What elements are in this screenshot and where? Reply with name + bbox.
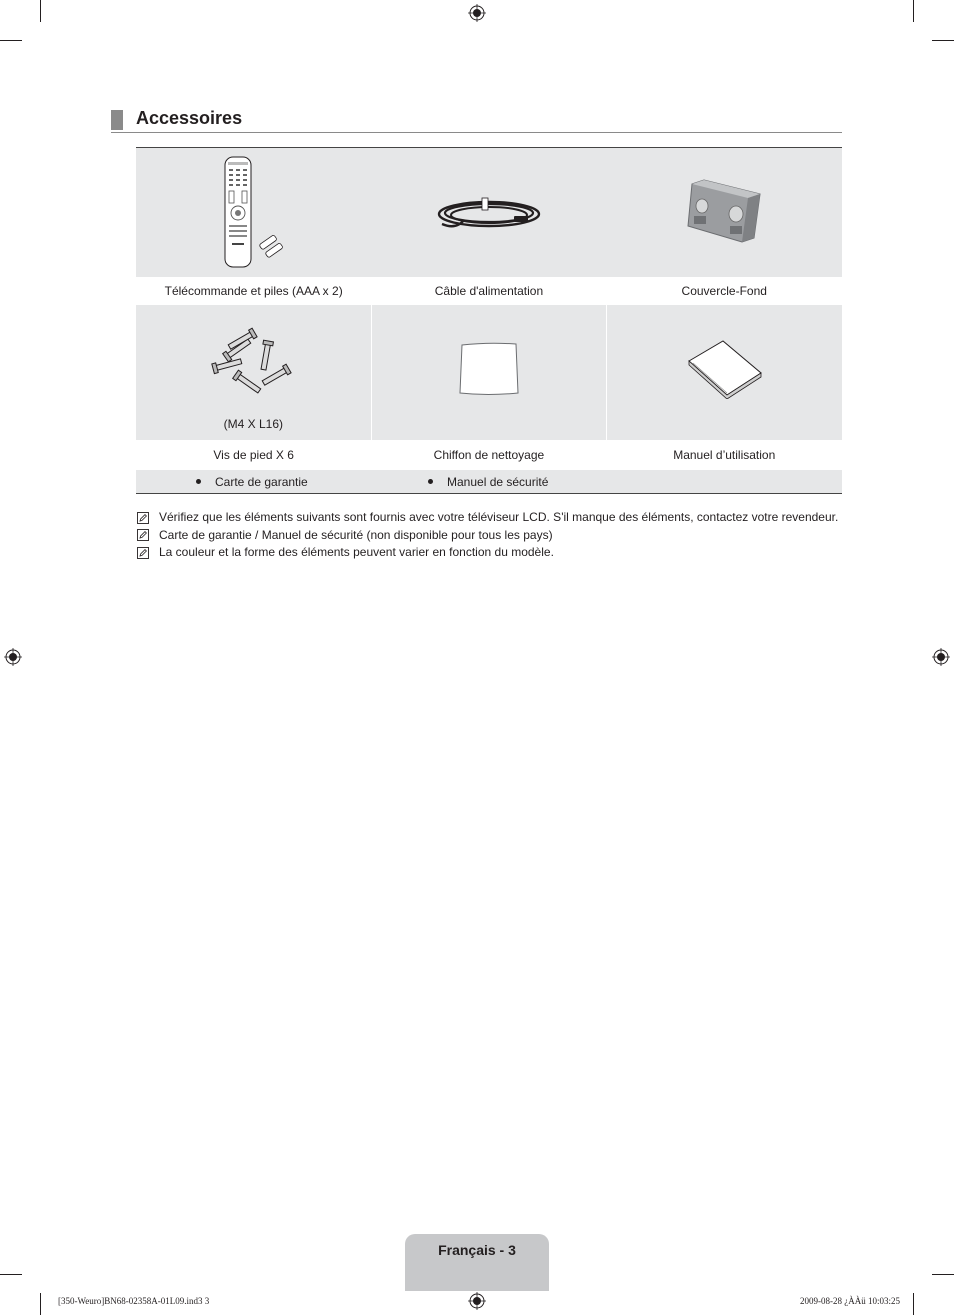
accessories-table (136, 147, 842, 494)
notes-list (137, 509, 838, 562)
note-item (137, 509, 838, 527)
accessory-label: Télécommande et piles (AAA x 2) (164, 284, 343, 298)
misc-item-warranty (196, 475, 308, 489)
accessory-image-cell (136, 148, 371, 277)
registration-mark-icon (468, 1292, 486, 1310)
crop-mark (932, 40, 954, 41)
note-pencil-icon (137, 512, 149, 524)
accessory-image-cell (371, 148, 606, 277)
label-row (136, 277, 842, 305)
page-number-tab: Français - 3 (405, 1234, 549, 1291)
accessory-label: Câble d'alimentation (434, 284, 544, 298)
note-text: Carte de garantie / Manuel de sécurité (non disponible pour tous les pays) (159, 527, 553, 542)
crop-mark (40, 0, 41, 22)
accessory-label: Vis de pied X 6 (213, 448, 294, 462)
accessory-image-cell (607, 148, 842, 277)
note-item (137, 527, 838, 545)
label-row (136, 440, 842, 470)
crop-mark (913, 0, 914, 22)
accessory-image-cell (136, 305, 371, 440)
section-title: Accessoires (136, 108, 243, 128)
note-pencil-icon (137, 529, 149, 541)
print-timestamp: 2009-08-28 ¿ÀÀü 10:03:25 (800, 1296, 900, 1306)
file-slug: [350-Weuro]BN68-02358A-01L09.ind3 3 (58, 1296, 210, 1306)
note-text: Vérifiez que les éléments suivants sont fournis avec votre téléviseur LCD. S'il manque des éléments, contactez votre revendeur. (159, 510, 839, 524)
note-text: La couleur et la forme des éléments peuvent varier en fonction du modèle. (159, 545, 554, 559)
registration-mark-icon (932, 648, 950, 666)
accessory-label: Manuel d’utilisation (673, 448, 776, 462)
registration-mark-icon (4, 648, 22, 666)
cleaning-cloth-icon (458, 341, 520, 397)
image-row (136, 148, 842, 277)
image-row (136, 305, 842, 440)
power-cable-icon (434, 190, 544, 235)
misc-item-label: Manuel de sécurité (447, 474, 549, 489)
note-pencil-icon (137, 547, 149, 559)
note-item (137, 544, 838, 562)
screws-icon (208, 326, 298, 396)
stand-cover-icon (684, 178, 764, 248)
accessory-image-cell (371, 305, 607, 440)
screw-spec: (M4 X L16) (223, 417, 284, 431)
heading-bar (111, 110, 123, 130)
accessory-image-cell (606, 305, 842, 440)
accessory-label: Chiffon de nettoyage (433, 448, 545, 462)
misc-item-label: Carte de garantie (215, 474, 308, 489)
bullet-icon (196, 479, 201, 484)
user-manual-icon (685, 339, 765, 399)
crop-mark (0, 1274, 22, 1275)
crop-mark (913, 1293, 914, 1315)
misc-items-row (136, 470, 842, 493)
registration-mark-icon (468, 4, 486, 22)
section-heading (111, 107, 842, 133)
remote-control-icon (219, 155, 289, 270)
crop-mark (0, 40, 22, 41)
misc-item-safety-manual (428, 475, 548, 489)
bullet-icon (428, 479, 433, 484)
crop-mark (40, 1293, 41, 1315)
accessory-label: Couvercle-Fond (681, 284, 767, 298)
crop-mark (932, 1274, 954, 1275)
